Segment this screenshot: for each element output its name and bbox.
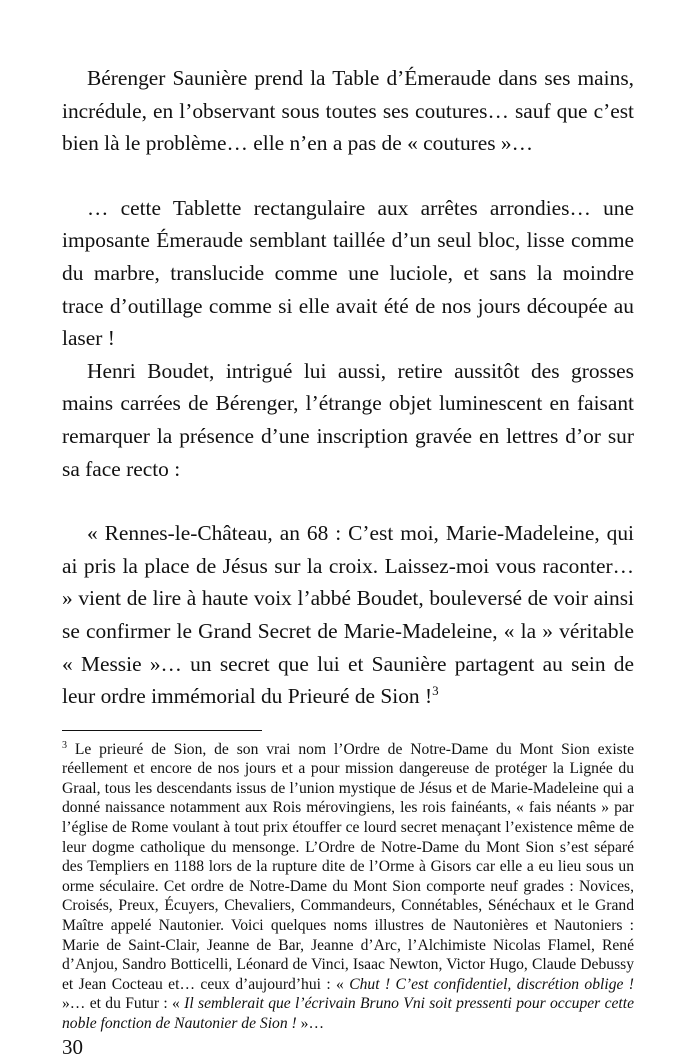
footnote-text: Le prieuré de Sion, de son vrai nom l’Ordre de Notre-Dame du Mont Sion existe réellement et encore de nos jours et a pour mission dangereuse de protéger la Lignée du Graal, tous les descendants issus de l’union mystique de Jésus et de Marie-Madeleine qui a donné naissance notamment aux Rois mérovingiens, les rois fainéants, « fais néants » par l’église de Rome voulant à tout prix étouffer ce lourd secret menaçant l’existence même de leur dogme catholique du mensonge. L’Ordre de Notre-Dame du Mont Sion s’est séparé des Templiers en 1188 lors de la rupture dite de l’Orme à Gisors car elle a eu lieu sous un orme séculaire. Cet ordre de Notre-Dame du Mont Sion comporte neuf grades : Novices, Croisés, Preux, Écuyers, Chevaliers, Commandeurs, Connétables, Sénéchaux et le Grand Maître appelé Nautonier. Voici quelques noms illustres de Nautonières et Nautoniers : Marie de Saint-Clair, Jeanne de Bar, Jeanne d’Arc, l’Alchimiste Nicolas Flamel, René d’Anjou, Sandro Botticelli, Léonard de Vinci, Isaac Newton, Victor Hugo, Claude Debussy et Jean Cocteau et… ceux d’aujourd’hui : « — [62, 740, 635, 993]
page-number: 30 — [62, 1034, 83, 1059]
footnote-text-end: »… — [296, 1015, 325, 1032]
footnote-italic-quote-2: Il semblerait que l’écrivain Bruno Vni soit pressenti pour occuper cette noble fonction de Nautonier de Sion ! — [62, 995, 634, 1032]
paragraph-1: Bérenger Saunière prend la Table d’Émeraude dans ses mains, incrédule, en l’observant sous toutes ses coutures… sauf que c’est bien là le problème… elle n’en a pas de « coutures »… — [62, 66, 634, 156]
footnote-reference: 3 — [432, 683, 439, 699]
footnote-italic-quote-1: Chut ! C’est confidentiel, discrétion oblige ! — [349, 975, 634, 993]
paragraph-4-text: « Rennes-le-Château, an 68 : C’est moi, Marie-Madeleine, qui ai pris la place de Jésus sur la croix. Laissez-moi vous raconter… » vient de lire à haute voix l’abbé Boudet, bouleversé de voir ainsi se confirmer le Grand Secret de Marie-Madeleine, « la » véritable « Messie »… un secret que lui et Saunière partagent au sein de leur ordre immémorial du Prieuré de Sion ! — [62, 521, 634, 709]
footnote — [62, 740, 634, 1034]
footnote-number: 3 — [62, 739, 67, 751]
paragraph-3: Henri Boudet, intrigué lui aussi, retire aussitôt des grosses mains carrées de Bérenger, l’étrange objet luminescent en faisant remarquer la présence d’une inscription gravée en lettres d’or sur sa face recto : — [62, 358, 634, 481]
book-page — [62, 62, 634, 1059]
paragraph-2: … cette Tablette rectangulaire aux arrêtes arrondies… une imposante Émeraude semblant taillée d’un seul bloc, lisse comme du marbre, translucide comme une luciole, et sans la moindre trace d’outillage comme si elle avait été de nos jours découpée au laser ! — [62, 195, 634, 351]
footnote-separator — [62, 730, 262, 731]
paragraph-4 — [62, 517, 634, 713]
footnote-text-mid: »… et du Futur : « — [62, 995, 185, 1013]
